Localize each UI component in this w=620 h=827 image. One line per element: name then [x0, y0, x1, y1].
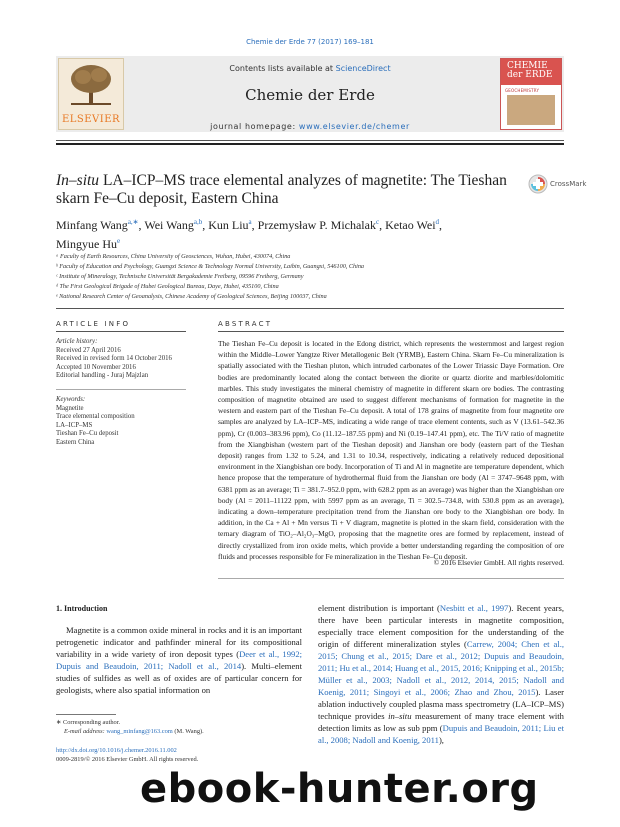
affiliations [56, 252, 564, 302]
citation-link[interactable]: Nesbitt et al., 1997 [439, 603, 509, 613]
keyword: Eastern China [56, 438, 95, 446]
history-item: Editorial handling - Juraj Majzlan [56, 372, 149, 380]
author-name[interactable]: Minfang Wang [56, 218, 128, 232]
author-affil-marker[interactable]: c [375, 218, 380, 226]
contents-prefix: Contents lists available at [229, 64, 334, 73]
doi-link[interactable]: http://dx.doi.org/10.1016/j.chemer.2016.11.002 [56, 747, 177, 754]
author-list: Minfang Wang$^{a,∗}$, Wei Wang$^{a,b}$, Kun Liu$^a$, Przemysław P. Michalak$^c$, Ketao Wei$^d$, Mingyue Hu$^e$ [56, 218, 443, 251]
keyword: Trace elemental composition [56, 413, 135, 421]
keyword: LA–ICP–MS [56, 421, 93, 429]
sciencedirect-link[interactable]: ScienceDirect [335, 64, 391, 73]
intro-text: ), [438, 735, 444, 745]
cover-photo [507, 95, 555, 125]
keywords-divider [56, 389, 186, 390]
homepage-link[interactable]: www.elsevier.de/chemer [298, 122, 410, 131]
cover-subtitle: GEOCHEMISTRY [505, 88, 540, 93]
header-rule-thick [56, 143, 564, 145]
citation-link[interactable]: Carrew, 2004; Chen et al., 2015; Chung et al., 2015; Dare et al., 2012; Dupuis and Beaudoin, 2011; Hu et al., 2014; Huang et al., 2015, 2016; Knipping et al., 2015b; Müller et al., 2003; Nadoll et al., 2012, 2014, 2015; Nadoll and Koenig, 2011; Singoyi et al., 2006; Zhao and Zhou, 2015 [318, 639, 564, 697]
author-name[interactable]: Przemysław P. Michalak [257, 218, 376, 232]
crossmark-icon [528, 174, 548, 194]
abstract-copyright: © 2016 Elsevier GmbH. All rights reserved. [433, 558, 564, 567]
affiliation-line: ᶜ Institute of Mineralogy, Technische Universität Bergakademie Freiberg, 09596 Freiberg, Germany [56, 273, 304, 280]
title-italic: In–situ [56, 172, 100, 189]
author-affil-marker[interactable]: a [248, 218, 252, 226]
watermark-text: ebook-hunter.org [140, 766, 539, 812]
article-info-rule [56, 331, 186, 332]
intro-text: ). Multi–element studies of sulfides as well as of oxides are of particular concern for geologists, where also spatial information on [56, 661, 302, 695]
affiliation-line: ᵃ Faculty of Earth Resources, China University of Geosciences, Wuhan, Hubei, 430074, China [56, 253, 291, 260]
abstract-end-rule [218, 578, 564, 579]
journal-citation[interactable]: Chemie der Erde 77 (2017) 169–181 [246, 38, 374, 46]
email-suffix: (M. Wang). [174, 728, 204, 735]
citation-link[interactable]: Dupuis and Beaudoin, 2011; Liu et al., 2008; Nadoll and Koenig, 2011 [318, 723, 564, 745]
keyword: Tieshan Fe–Cu deposit [56, 430, 119, 438]
intro-left-column [56, 624, 302, 696]
author-name[interactable]: Ketao Wei [385, 218, 436, 232]
abstract-heading: ABSTRACT [218, 320, 273, 328]
title-rest: LA–ICP–MS trace elemental analyzes of magnetite: The Tieshan skarn Fe–Cu deposit, Eastern China [56, 172, 507, 207]
journal-cover-image[interactable] [500, 58, 562, 130]
crossmark-badge[interactable] [528, 174, 586, 196]
history-item: Received 27 April 2016 [56, 346, 121, 354]
header-rule [56, 140, 564, 141]
footnotes [56, 718, 296, 764]
corresponding-author-note: ∗ Corresponding author. [56, 719, 121, 726]
keywords-label: Keywords: [56, 395, 86, 403]
footnote-rule [56, 714, 116, 715]
issn-line: 0009-2819/© 2016 Elsevier GmbH. All rights reserved. [56, 756, 199, 763]
section-heading-introduction: 1. Introduction [56, 604, 108, 613]
crossmark-label: CrossMark [550, 180, 587, 188]
author-name[interactable]: Wei Wang [144, 218, 194, 232]
author-affil-marker[interactable]: d [435, 218, 440, 226]
history-item: Accepted 10 November 2016 [56, 363, 136, 371]
abstract-rule [218, 331, 564, 332]
intro-italic: in–situ [388, 711, 412, 721]
affiliation-line: ᵈ The First Geological Brigade of Hubei Geological Bureau, Daye, Hubei, 435100, China [56, 283, 279, 290]
email-label: E-mail address: [64, 728, 105, 735]
intro-text: Magnetite is a common oxide mineral in rocks and it is an important petrogenetic indicator and pathfinder mineral for its compositional variability in a wide variety of iron deposit types ( [56, 625, 302, 659]
email-link[interactable]: wang_minfang@163.com [106, 728, 173, 735]
article-info-heading: ARTICLE INFO [56, 320, 131, 328]
affiliation-line: ᵇ Faculty of Education and Psychology, Guangxi Science & Technology Normal University, Laibin, Guangxi, 546100, China [56, 263, 365, 270]
intro-text: ). Recent years, there have been particular interests in magnetite composition, especially trace element composition for the understanding of the origin of different mineralization styles ( [318, 603, 564, 649]
intro-text: measurement of many trace element with detection limits as low as sub ppm ( [318, 711, 564, 733]
affiliation-line: ᵉ National Research Center of Geoanalysis, Chinese Academy of Geological Sciences, Beijing 100037, China [56, 293, 327, 300]
front-matter-rule [56, 308, 564, 309]
homepage-prefix: journal homepage: [210, 122, 296, 131]
cover-title: CHEMIE der ERDE [507, 61, 553, 80]
author-name[interactable]: Kun Liu [208, 218, 249, 232]
article-title [56, 172, 516, 208]
abstract-text: The Tieshan Fe–Cu deposit is located in the Edong district, which represents the westernmost and largest region within the Middle–Lower Yangtze River Metallogenic Belt (YRMB), Eastern China. Skarn Fe–Cu mineralization is spatially associated with the Tieshan pluton, which intruded carbonates of the Lower Triassic Daye Formation. Ore bodies are predominantly located along the contact between the diorite or quartz diorite and marbles/dolomitic marbles. This study investigates the mineral chemistry of magnetite in different skarn ore bodies. The contrasting composition of magnetite obtained are used to suggest different mechanisms of formation for magnetite in the western and eastern part of the Tieshan Fe–Cu deposit. A total of 178 grains of magnetite from four magnetite ore samples are analyzed by LA–ICP–MS, indicating a wide range of trace element contents, such as V (13.61–542.36 ppm), Cr (0.003–383.96 ppm), Co (11.12–187.55 ppm) and Ni (0.19–147.41 ppm), etc. The Ti/V ratio of magnetite from the Xiangbishan (western part of the Tieshan deposit) and Jianshan ore body (eastern part of the Tieshan deposit) ranges from 1.32 to 5.24, and 1.31 to 10.34, respectively, indicating a relatively reduced depositional environment in the Xiangbishan ore body. Incorporation of Ti and Al in magnetite are temperature dependent, which hence propose that the temperature of hydrothermal fluid from the Jianshan ore body (Al = 3747–9648 ppm, with 6381 ppm as an average; Ti = 381.7–952.0 ppm, with 628.2 ppm as an average) was higher than the Xiangbishan ore body (Al = 2011–11122 ppm, with 5997 ppm as an average, Ti = 302.5–734.8, with 530.8 ppm as an average), indicating a down–temperature precipitation trend from the Jianshan ore body to the Xiangbishan ore body. In addition, in the Ca + Al + Mn versus Ti + V diagram, magnetite is plotted in the skarn field, consideration with the ternary diagram of TiO₂–Al₂O₃–MgO, proposing that the magnetite ores are formed by replacement, instead of directly crystallized from iron oxide melts, which provide a better understanding regarding the composition of ore fluids and processes responsible for Fe mineralization in the Tieshan Fe–Cu deposit. [218, 339, 564, 561]
author-affil-marker[interactable]: e [117, 237, 121, 245]
article-info [56, 338, 186, 448]
journal-title: Chemie der Erde [245, 86, 375, 104]
author-affil-marker[interactable]: a,b [193, 218, 203, 226]
keyword: Magnetite [56, 404, 84, 412]
author-affil-marker[interactable]: a,∗ [127, 218, 139, 226]
history-item: Received in revised form 14 October 2016 [56, 355, 172, 363]
history-label: Article history: [56, 338, 98, 345]
elsevier-wordmark: ELSEVIER [61, 114, 121, 125]
author-name[interactable]: Mingyue Hu [56, 237, 117, 251]
intro-right-column [318, 602, 564, 746]
citation-link[interactable]: Deer et al., 1992; Dupuis and Beaudoin, 2011; Nadoll et al., 2014 [56, 649, 303, 671]
intro-text: ). Laser ablation inductively coupled plasma mass spectrometry (LA–ICP–MS) technique provides [318, 687, 564, 721]
email-line [56, 727, 296, 736]
intro-text: element distribution is important ( [318, 603, 440, 613]
